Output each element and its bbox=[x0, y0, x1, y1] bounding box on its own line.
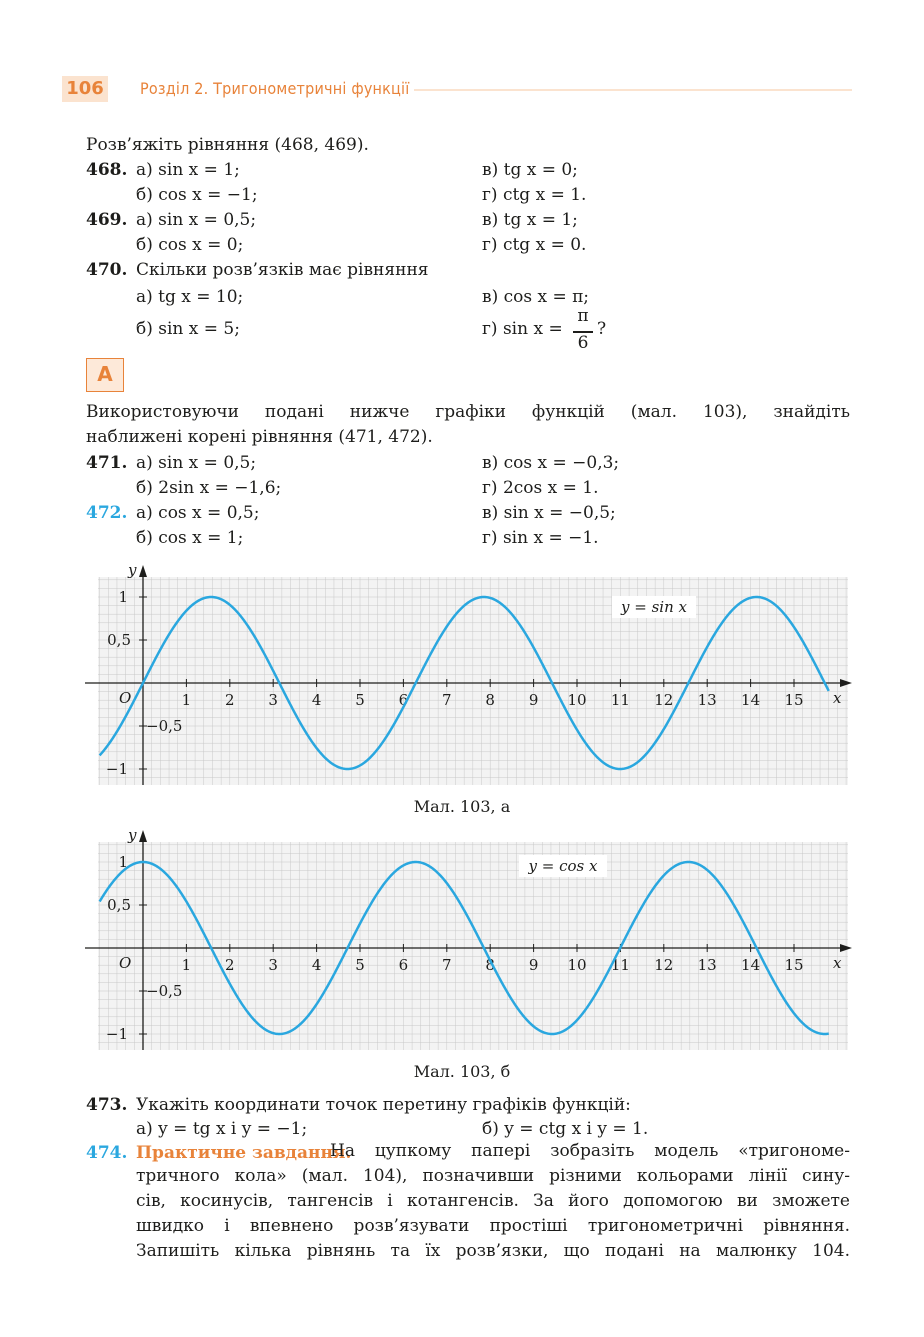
y-axis-label: y bbox=[128, 561, 137, 579]
exercise-473-number: 473. bbox=[86, 1095, 128, 1115]
x-axis-label: x bbox=[833, 689, 842, 707]
x-tick-label: 10 bbox=[567, 956, 587, 974]
intro-text-2-line2: наближені корені рівняння (471, 472). bbox=[86, 427, 433, 447]
cosine-chart bbox=[0, 820, 924, 1060]
exercise-474-line2: тричного кола» (мал. 104), позначивши різними кольорами лінії сину- bbox=[136, 1166, 850, 1186]
y-tick-label: 1 bbox=[118, 588, 128, 606]
exercise-470-v: в) cos x = π; bbox=[482, 287, 590, 307]
x-tick-label: 14 bbox=[741, 691, 761, 709]
x-tick-label: 14 bbox=[741, 956, 761, 974]
y-tick-label: −1 bbox=[105, 1025, 128, 1043]
exercise-469-v: в) tg x = 1; bbox=[482, 210, 578, 230]
exercise-470-b: б) sin x = 5; bbox=[136, 319, 240, 339]
x-tick-label: 7 bbox=[442, 956, 452, 974]
x-tick-label: 1 bbox=[181, 956, 192, 974]
y-tick-label: 1 bbox=[118, 853, 128, 871]
exercise-472-v: в) sin x = −0,5; bbox=[482, 503, 616, 523]
level-badge: А bbox=[86, 358, 124, 392]
exercise-473-b: б) y = ctg x і y = 1. bbox=[482, 1119, 649, 1139]
x-tick-label: 2 bbox=[225, 956, 235, 974]
y-tick-label: −1 bbox=[105, 760, 128, 778]
exercise-471-g: г) 2cos x = 1. bbox=[482, 478, 599, 498]
exercise-471-number: 471. bbox=[86, 453, 128, 473]
x-tick-label: 5 bbox=[355, 691, 365, 709]
figure-caption-b: Мал. 103, б bbox=[413, 1062, 511, 1081]
exercise-473-question: Укажіть координати точок перетину графіків функцій: bbox=[136, 1095, 631, 1115]
exercise-472-a: а) cos x = 0,5; bbox=[136, 503, 260, 523]
exercise-474-line1: На цупкому папері зобразіть модель «тригономе- bbox=[330, 1141, 850, 1161]
exercise-474-title: Практичне завдання. bbox=[136, 1143, 352, 1163]
y-tick-label: −0,5 bbox=[146, 982, 183, 1000]
x-tick-label: 3 bbox=[268, 691, 278, 709]
y-tick-label: −0,5 bbox=[146, 717, 183, 735]
exercise-468-number: 468. bbox=[86, 160, 128, 180]
fraction-denominator: 6 bbox=[577, 333, 589, 353]
exercise-472-g: г) sin x = −1. bbox=[482, 528, 599, 548]
exercise-468-g: г) ctg x = 1. bbox=[482, 185, 587, 205]
y-axis-arrow bbox=[139, 565, 147, 577]
exercise-474-line4: швидко і впевнено розв’язувати простіші тригонометричні рівняння. bbox=[136, 1216, 850, 1236]
x-tick-label: 9 bbox=[528, 956, 539, 974]
legend-label: y = cos x bbox=[528, 857, 598, 875]
exercise-471-a: а) sin x = 0,5; bbox=[136, 453, 257, 473]
page-header bbox=[62, 76, 852, 102]
x-tick-label: 3 bbox=[268, 956, 278, 974]
figure-caption-a: Мал. 103, а bbox=[413, 797, 511, 816]
exercise-474-number: 474. bbox=[86, 1143, 128, 1163]
exercise-469-a: а) sin x = 0,5; bbox=[136, 210, 257, 230]
exercise-469-g: г) ctg x = 0. bbox=[482, 235, 587, 255]
x-tick-label: 2 bbox=[225, 691, 235, 709]
x-tick-label: 12 bbox=[654, 691, 674, 709]
exercise-469-number: 469. bbox=[86, 210, 128, 230]
x-tick-label: 6 bbox=[398, 691, 409, 709]
page-number: 106 bbox=[62, 76, 108, 102]
x-tick-label: 1 bbox=[181, 691, 192, 709]
x-tick-label: 6 bbox=[398, 956, 409, 974]
exercise-470-g-end: ? bbox=[597, 319, 607, 339]
exercise-470-number: 470. bbox=[86, 260, 128, 280]
x-tick-label: 11 bbox=[610, 956, 630, 974]
intro-text-2-line1: Використовуючи подані нижче графіки функцій (мал. 103), знайдіть bbox=[86, 402, 850, 422]
exercise-468-a: а) sin x = 1; bbox=[136, 160, 240, 180]
exercise-468-v: в) tg x = 0; bbox=[482, 160, 578, 180]
y-axis-label: y bbox=[128, 826, 137, 844]
y-tick-label: 0,5 bbox=[107, 631, 131, 649]
x-tick-label: 11 bbox=[610, 691, 630, 709]
origin-label: O bbox=[119, 689, 132, 707]
x-tick-label: 12 bbox=[654, 956, 674, 974]
sine-chart bbox=[0, 555, 924, 795]
x-tick-label: 10 bbox=[567, 691, 587, 709]
x-tick-label: 4 bbox=[311, 691, 322, 709]
x-tick-label: 8 bbox=[485, 956, 495, 974]
x-tick-label: 15 bbox=[784, 956, 804, 974]
y-axis-arrow bbox=[139, 830, 147, 842]
intro-text-1: Розв’яжіть рівняння (468, 469). bbox=[86, 135, 369, 155]
exercise-471-b: б) 2sin x = −1,6; bbox=[136, 478, 282, 498]
y-tick-label: 0,5 bbox=[107, 896, 131, 914]
exercise-471-v: в) cos x = −0,3; bbox=[482, 453, 620, 473]
exercise-474-line3: сів, косинусів, тангенсів і котангенсів. За його допомогою ви зможете bbox=[136, 1191, 850, 1211]
x-tick-label: 13 bbox=[697, 956, 717, 974]
x-tick-label: 5 bbox=[355, 956, 365, 974]
origin-label: O bbox=[119, 954, 132, 972]
x-tick-label: 13 bbox=[697, 691, 717, 709]
exercise-469-b: б) cos x = 0; bbox=[136, 235, 244, 255]
x-axis-label: x bbox=[833, 954, 842, 972]
exercise-468-b: б) cos x = −1; bbox=[136, 185, 258, 205]
exercise-470-a: а) tg x = 10; bbox=[136, 287, 244, 307]
x-tick-label: 15 bbox=[784, 691, 804, 709]
x-tick-label: 9 bbox=[528, 691, 539, 709]
exercise-470-question: Скільки розв’язків має рівняння bbox=[136, 260, 429, 280]
x-tick-label: 8 bbox=[485, 691, 495, 709]
header-rule bbox=[414, 89, 852, 91]
fraction-numerator: π bbox=[577, 306, 589, 326]
exercise-474-line5: Запишіть кілька рівнянь та їх розв’язки, що подані на малюнку 104. bbox=[136, 1241, 850, 1261]
exercise-470-g: г) sin x = bbox=[482, 319, 563, 339]
x-tick-label: 4 bbox=[311, 956, 322, 974]
exercise-472-b: б) cos x = 1; bbox=[136, 528, 244, 548]
legend-label: y = sin x bbox=[621, 598, 687, 616]
x-tick-label: 7 bbox=[442, 691, 452, 709]
chapter-title: Розділ 2. Тригонометричні функції bbox=[140, 79, 410, 98]
exercise-472-number: 472. bbox=[86, 503, 128, 523]
exercise-473-a: а) y = tg x і y = −1; bbox=[136, 1119, 308, 1139]
